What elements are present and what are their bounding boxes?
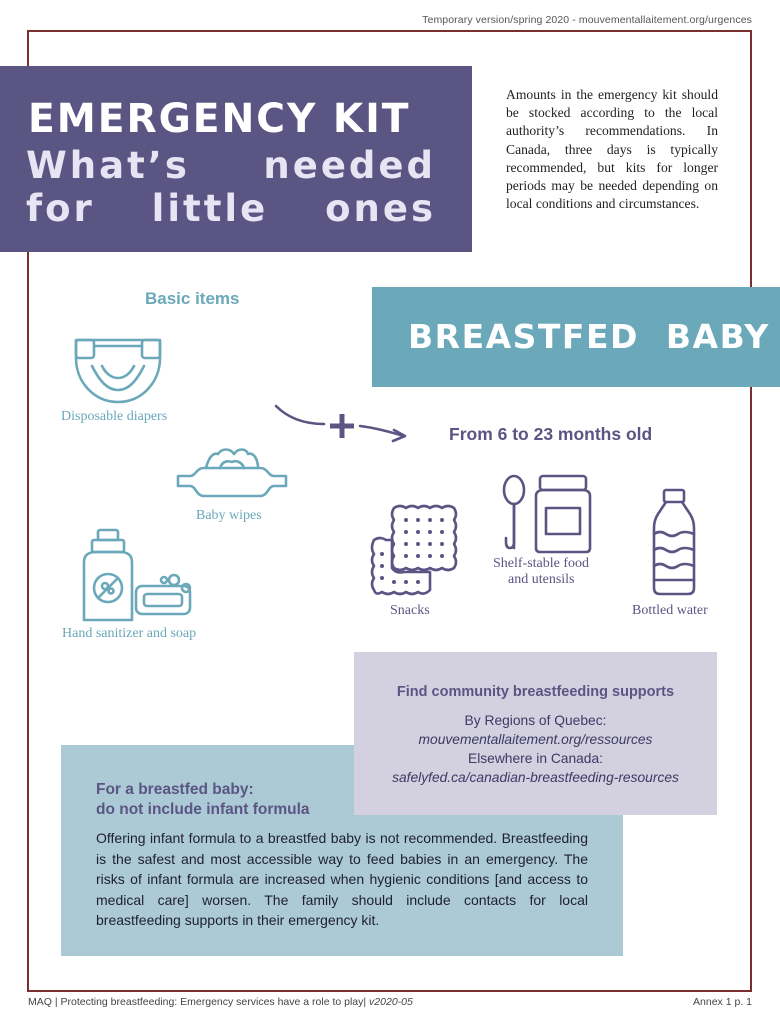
intro-text: Amounts in the emergency kit should be stocked according to the local authority’s recommendations. In Canada, three days is typically recommended, but kits for longer periods may be needed depending on local conditions and circumstances. bbox=[506, 87, 718, 212]
footer-page-number: Annex 1 p. 1 bbox=[693, 996, 752, 1008]
title-word: ones bbox=[325, 187, 436, 230]
top-note: Temporary version/spring 2020 - mouvementallaitement.org/urgences bbox=[422, 14, 752, 26]
snacks-label: Snacks bbox=[390, 603, 430, 618]
diapers-label: Disposable diapers bbox=[61, 409, 168, 424]
title-sub-line2 bbox=[26, 187, 436, 230]
footer-text: MAQ | Protecting breastfeeding: Emergency services have a role to play| bbox=[28, 996, 367, 1008]
supports-box bbox=[354, 652, 717, 815]
supports-quebec-link[interactable]: mouvementallaitement.org/ressources bbox=[418, 732, 653, 747]
title-word: little bbox=[151, 187, 269, 230]
crackers-icon bbox=[370, 502, 458, 598]
formula-note-body: Offering infant formula to a breastfed baby is not recommended. Breastfeeding is the safest and most accessible way to feed babies in an emergency. The risks of infant formula are increased when hygienic conditions [and access to medical care] worsen. The family should include contacts for local breastfeeding supports in their emergency kit. bbox=[96, 830, 588, 929]
footer-left bbox=[28, 996, 413, 1008]
title-word: What’s bbox=[26, 144, 190, 187]
formula-title-line1: For a breastfed baby: bbox=[96, 781, 254, 798]
formula-note-title bbox=[96, 780, 310, 820]
title-word: for bbox=[26, 187, 95, 230]
diaper-icon bbox=[70, 336, 166, 406]
supports-title: Find community breastfeeding supports bbox=[396, 684, 675, 700]
formula-title-line2: do not include infant formula bbox=[96, 801, 310, 818]
title-sub-line1 bbox=[26, 144, 436, 187]
water-label: Bottled water bbox=[632, 603, 708, 618]
wipes-label: Baby wipes bbox=[196, 508, 262, 523]
food-label-1: Shelf-stable food bbox=[493, 556, 590, 571]
plus-arrow-icon bbox=[272, 402, 412, 444]
supports-quebec-label: By Regions of Quebec: bbox=[464, 713, 607, 728]
footer-version: v2020-05 bbox=[369, 996, 413, 1008]
basic-items-title: Basic items bbox=[145, 289, 240, 308]
jar-spoon-icon bbox=[498, 474, 594, 554]
water-bottle-icon bbox=[650, 488, 698, 598]
title-main: EMERGENCY KIT bbox=[28, 96, 411, 142]
age-range-title: From 6 to 23 months old bbox=[449, 424, 653, 444]
wipes-icon bbox=[176, 446, 288, 506]
food-label-2: and utensils bbox=[508, 572, 575, 587]
sanitizer-soap-icon bbox=[78, 528, 196, 624]
sanitizer-label: Hand sanitizer and soap bbox=[62, 626, 197, 641]
breastfed-banner-title: BREASTFED BABY bbox=[408, 317, 770, 356]
supports-canada-link[interactable]: safelyfed.ca/canadian-breastfeeding-resources bbox=[392, 770, 679, 785]
title-word: needed bbox=[263, 144, 436, 187]
supports-canada-label: Elsewhere in Canada: bbox=[468, 751, 603, 766]
